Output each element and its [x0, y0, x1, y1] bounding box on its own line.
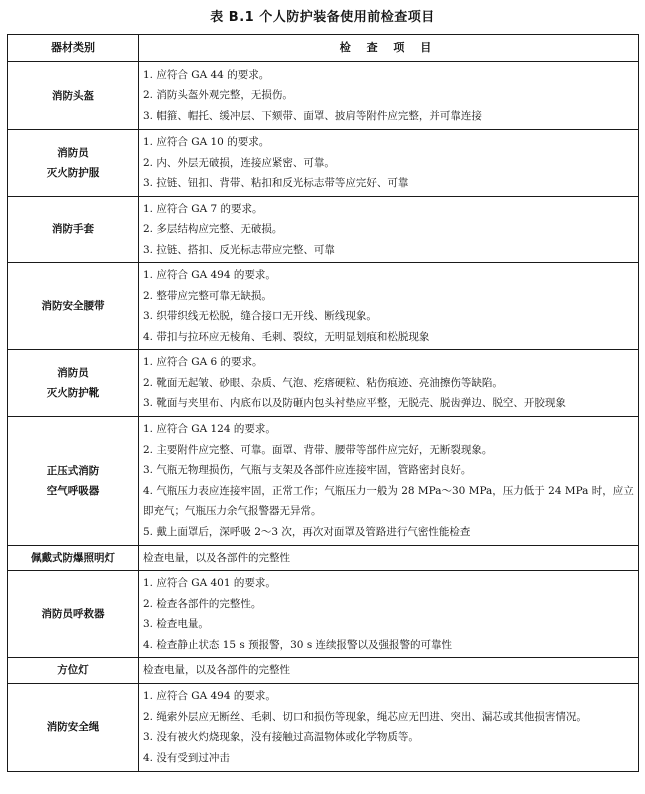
category-label: 消防员: [57, 146, 89, 159]
items-cell: [139, 571, 639, 658]
category-cell: [8, 62, 139, 130]
table-row: [8, 350, 639, 417]
inspection-item: 2. 多层结构应完整、无破损。: [143, 223, 283, 235]
inspection-item: 1. 应符合 GA 124 的要求。: [143, 423, 276, 435]
table-row: [8, 658, 639, 684]
category-label: 消防头盔: [52, 89, 94, 102]
table-row: [8, 196, 639, 263]
category-label: 消防员: [57, 366, 89, 379]
inspection-item: 4. 气瓶压力表应连接牢固，正常工作；气瓶压力一般为 28 MPa～30 MPa，压力低于 24 MPa 时，应立即充气；气瓶压力余气报警器无异常。: [143, 484, 634, 517]
items-cell: [139, 130, 639, 197]
items-cell: [139, 62, 639, 130]
table-row: [8, 416, 639, 545]
inspection-item: 检查电量，以及各部件的完整性: [143, 664, 290, 676]
items-cell: [139, 350, 639, 417]
header-items: 检 查 项 目: [139, 35, 639, 62]
inspection-item: 2. 消防头盔外观完整，无损伤。: [143, 89, 293, 102]
category-cell: [8, 658, 139, 684]
table-row: [8, 263, 639, 350]
inspection-item: 1. 应符合 GA 494 的要求。: [143, 269, 276, 281]
category-label: 佩戴式防爆照明灯: [31, 551, 115, 564]
inspection-table: [7, 34, 639, 772]
inspection-item: 2. 主要附件应完整、可靠。面罩、背带、腰带等部件应完好，无断裂现象。: [143, 443, 493, 456]
inspection-item: 检查电量，以及各部件的完整性: [143, 551, 290, 564]
table-caption: 表 B.1 个人防护装备使用前检查项目: [210, 10, 435, 25]
inspection-item: 5. 戴上面罩后，深呼吸 2～3 次，再次对面罩及管路进行气密性能检查: [143, 525, 471, 538]
category-label: 消防手套: [52, 223, 94, 236]
category-label: 消防安全腰带: [41, 300, 105, 312]
category-cell: [8, 545, 139, 571]
category-label: 方位灯: [57, 664, 89, 677]
category-cell: [8, 683, 139, 771]
inspection-item: 1. 应符合 GA 7 的要求。: [143, 202, 263, 215]
inspection-item: 1. 应符合 GA 401 的要求。: [143, 577, 276, 589]
inspection-item: 1. 应符合 GA 6 的要求。: [143, 356, 263, 368]
category-cell: [8, 416, 139, 545]
items-cell: [139, 416, 639, 545]
category-label: 消防员呼救器: [41, 608, 105, 620]
inspection-item: 2. 靴面无起皱、砂眼、杂质、气泡、疙瘩硬粒、粘伤痕迹、亮油擦伤等缺陷。: [143, 376, 503, 389]
inspection-item: 4. 没有受到过冲击: [143, 751, 230, 764]
items-cell: [139, 683, 639, 771]
inspection-item: 3. 拉链、搭扣、反光标志带应完整、可靠: [143, 243, 335, 256]
category-label: 消防安全绳: [46, 721, 100, 733]
inspection-item: 3. 帽箍、帽托、缓冲层、下颏带、面罩、披肩等附件应完整，并可靠连接: [143, 109, 482, 122]
category-cell: [8, 196, 139, 263]
category-label: 灭火防护服: [46, 166, 100, 179]
inspection-item: 4. 带扣与拉环应无棱角、毛刺、裂纹，无明显划痕和松脱现象: [143, 330, 430, 343]
items-cell: [139, 658, 639, 684]
category-cell: [8, 571, 139, 658]
table-row: [8, 130, 639, 197]
table-header-row: [8, 35, 639, 62]
inspection-item: 1. 应符合 GA 10 的要求。: [143, 136, 270, 148]
category-label: 正压式消防: [46, 464, 100, 477]
inspection-item: 2. 整带应完整可靠无缺损。: [143, 289, 272, 302]
inspection-item: 3. 没有被火灼烧现象，没有接触过高温物体或化学物质等。: [143, 731, 419, 743]
category-cell: [8, 263, 139, 350]
inspection-item: 1. 应符合 GA 494 的要求。: [143, 690, 276, 702]
table-row: [8, 683, 639, 771]
inspection-item: 3. 气瓶无物理损伤，气瓶与支架及各部件应连接牢固，管路密封良好。: [143, 464, 472, 476]
inspection-item: 2. 绳索外层应无断丝、毛刺、切口和损伤等现象，绳芯应无凹进、突出、漏芯或其他损害情况。: [143, 710, 587, 723]
inspection-item: 3. 织带织线无松脱，缝合接口无开线、断线现象。: [143, 310, 377, 322]
inspection-item: 2. 检查各部件的完整性。: [143, 597, 262, 610]
category-cell: [8, 130, 139, 197]
category-label: 灭火防护靴: [46, 386, 100, 399]
inspection-item: 2. 内、外层无破损，连接应紧密、可靠。: [143, 156, 335, 169]
header-category: 器材类别: [8, 35, 139, 62]
table-row: [8, 545, 639, 571]
inspection-item: 3. 检查电量。: [143, 618, 209, 630]
category-label: 空气呼吸器: [46, 484, 100, 497]
inspection-item: 3. 靴面与夹里布、内底布以及防砸内包头衬垫应平整，无脱壳、脱齿弹边、脱空、开胶现象: [143, 397, 566, 409]
inspection-item: 4. 检查静止状态 15 s 预报警，30 s 连续报警以及强报警的可靠性: [143, 638, 453, 651]
table-row: [8, 62, 639, 130]
category-cell: [8, 350, 139, 417]
items-cell: [139, 196, 639, 263]
inspection-item: 1. 应符合 GA 44 的要求。: [143, 68, 270, 81]
table-row: [8, 571, 639, 658]
items-cell: [139, 545, 639, 571]
items-cell: [139, 263, 639, 350]
inspection-item: 3. 拉链、钮扣、背带、粘扣和反光标志带等应完好、可靠: [143, 177, 409, 189]
